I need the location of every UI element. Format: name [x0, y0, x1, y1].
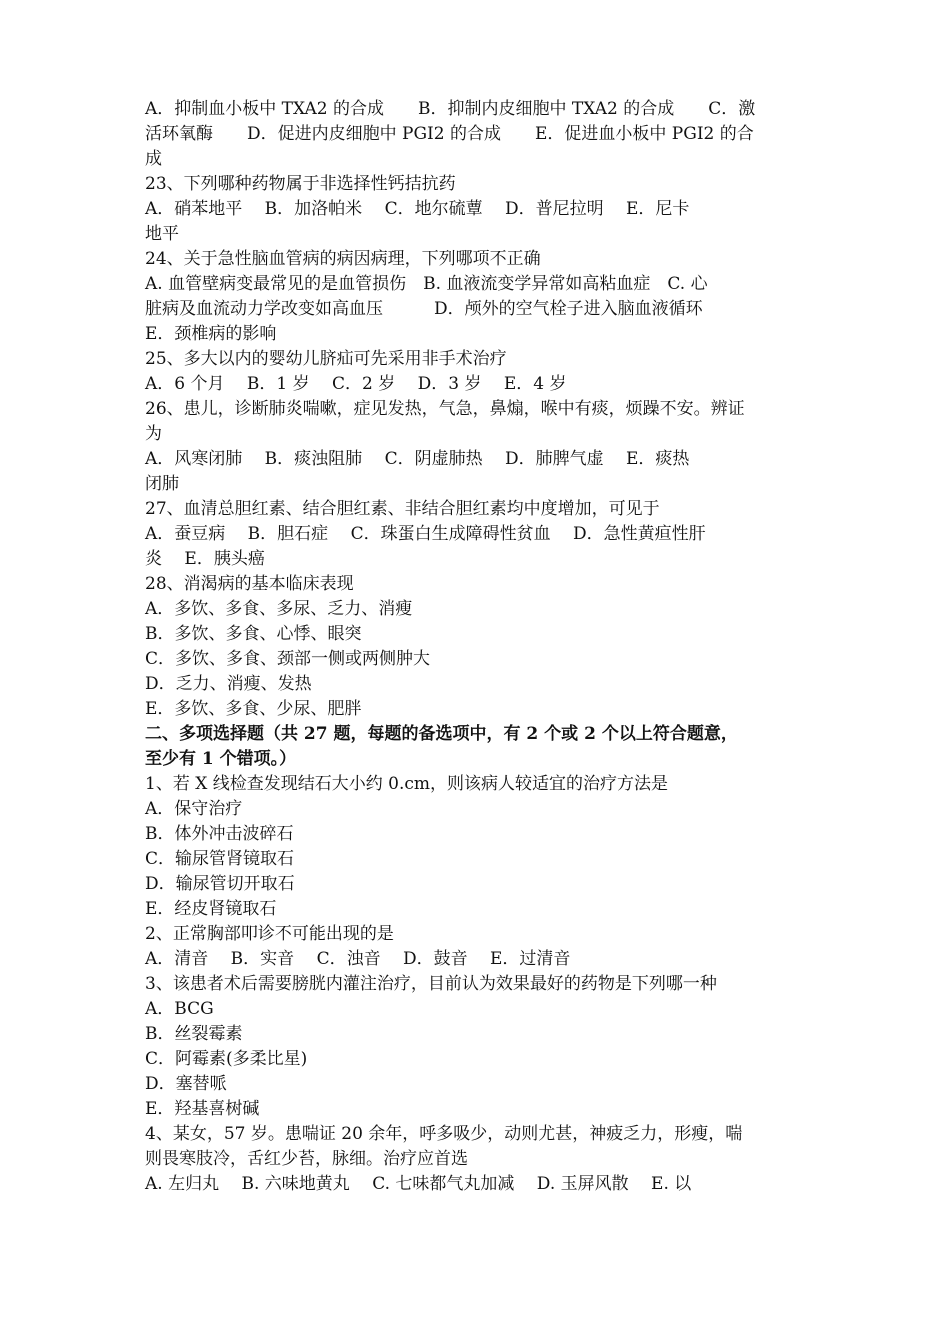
text-line: 闭肺: [145, 474, 179, 494]
text-line: 2、正常胸部叩诊不可能出现的是: [145, 924, 394, 944]
text-line: A．6 个月 B．1 岁 C．2 岁 D．3 岁 E．4 岁: [145, 374, 567, 394]
text-line: D．输尿管切开取石: [145, 874, 295, 894]
text-line: 27、血清总胆红素、结合胆红素、非结合胆红素均中度增加，可见于: [145, 499, 660, 519]
text-line: C．多饮、多食、颈部一侧或两侧肿大: [145, 649, 431, 669]
text-line: A．蚕豆病 B．胆石症 C．珠蛋白生成障碍性贫血 D．急性黄疸性肝: [145, 524, 706, 544]
text-line: C．输尿管肾镜取石: [145, 849, 295, 869]
text-line: A．抑制血小板中 TXA2 的合成 B．抑制内皮细胞中 TXA2 的合成 C．激: [145, 99, 756, 119]
text-line: 28、消渴病的基本临床表现: [145, 574, 354, 594]
text-line: E．颈椎病的影响: [145, 324, 277, 344]
text-line: 26、患儿，诊断肺炎喘嗽，症见发热，气急，鼻煽，喉中有痰，烦躁不安。辨证: [145, 399, 745, 419]
text-line: 成: [145, 149, 162, 169]
text-line: 活环氧酶 D．促进内皮细胞中 PGI2 的合成 E．促进血小板中 PGI2 的合: [145, 124, 754, 144]
text-line: B．多饮、多食、心悸、眼突: [145, 624, 362, 644]
text-line: 3、该患者术后需要膀胱内灌注治疗，目前认为效果最好的药物是下列哪一种: [145, 974, 717, 994]
text-line: 则畏寒肢冷，舌红少苔，脉细。治疗应首选: [145, 1149, 468, 1169]
document-page: [145, 97, 815, 1197]
text-line: E．多饮、多食、少尿、肥胖: [145, 699, 362, 719]
text-line: 脏病及血流动力学改变如高血压 D．颅外的空气栓子进入脑血液循环: [145, 299, 703, 319]
text-line: B．体外冲击波碎石: [145, 824, 294, 844]
text-line: 23、下列哪种药物属于非选择性钙拮抗药: [145, 174, 456, 194]
section-heading-line: 至少有 1 个错项。）: [145, 749, 297, 769]
text-line: A．多饮、多食、多尿、乏力、消瘦: [145, 599, 413, 619]
text-line: A. 血管壁病变最常见的是血管损伤 B. 血液流变学异常如高粘血症 C. 心: [145, 274, 708, 294]
text-line: 地平: [145, 224, 179, 244]
text-line: 4、某女，57 岁。患喘证 20 余年，呼多吸少，动则尤甚，神疲乏力，形瘦，喘: [145, 1124, 743, 1144]
text-line: A．风寒闭肺 B．痰浊阻肺 C．阴虚肺热 D．肺脾气虚 E．痰热: [145, 449, 690, 469]
text-line: A. 左归丸 B. 六味地黄丸 C. 七味都气丸加减 D. 玉屏风散 E. 以: [145, 1174, 692, 1194]
text-line: 炎 E．胰头癌: [145, 549, 265, 569]
text-line: 25、多大以内的婴幼儿脐疝可先采用非手术治疗: [145, 349, 507, 369]
text-line: E．羟基喜树碱: [145, 1099, 260, 1119]
section-heading-line: 二、多项选择题（共 27 题，每题的备选项中，有 2 个或 2 个以上符合题意，: [145, 724, 738, 744]
text-line: C．阿霉素(多柔比星): [145, 1049, 308, 1069]
text-line: A．清音 B．实音 C．浊音 D．鼓音 E．过清音: [145, 949, 571, 969]
text-line: B．丝裂霉素: [145, 1024, 243, 1044]
text-line: E．经皮肾镜取石: [145, 899, 277, 919]
text-line: 24、关于急性脑血管病的病因病理，下列哪项不正确: [145, 249, 541, 269]
text-line: 1、若 X 线检查发现结石大小约 0.cm，则该病人较适宜的治疗方法是: [145, 774, 668, 794]
text-line: A．BCG: [145, 999, 214, 1019]
text-line: D．乏力、消瘦、发热: [145, 674, 312, 694]
text-line: A．硝苯地平 B．加洛帕米 C．地尔硫蕈 D．普尼拉明 E．尼卡: [145, 199, 690, 219]
text-line: D．塞替哌: [145, 1074, 227, 1094]
text-line: A．保守治疗: [145, 799, 243, 819]
text-line: 为: [145, 424, 162, 444]
